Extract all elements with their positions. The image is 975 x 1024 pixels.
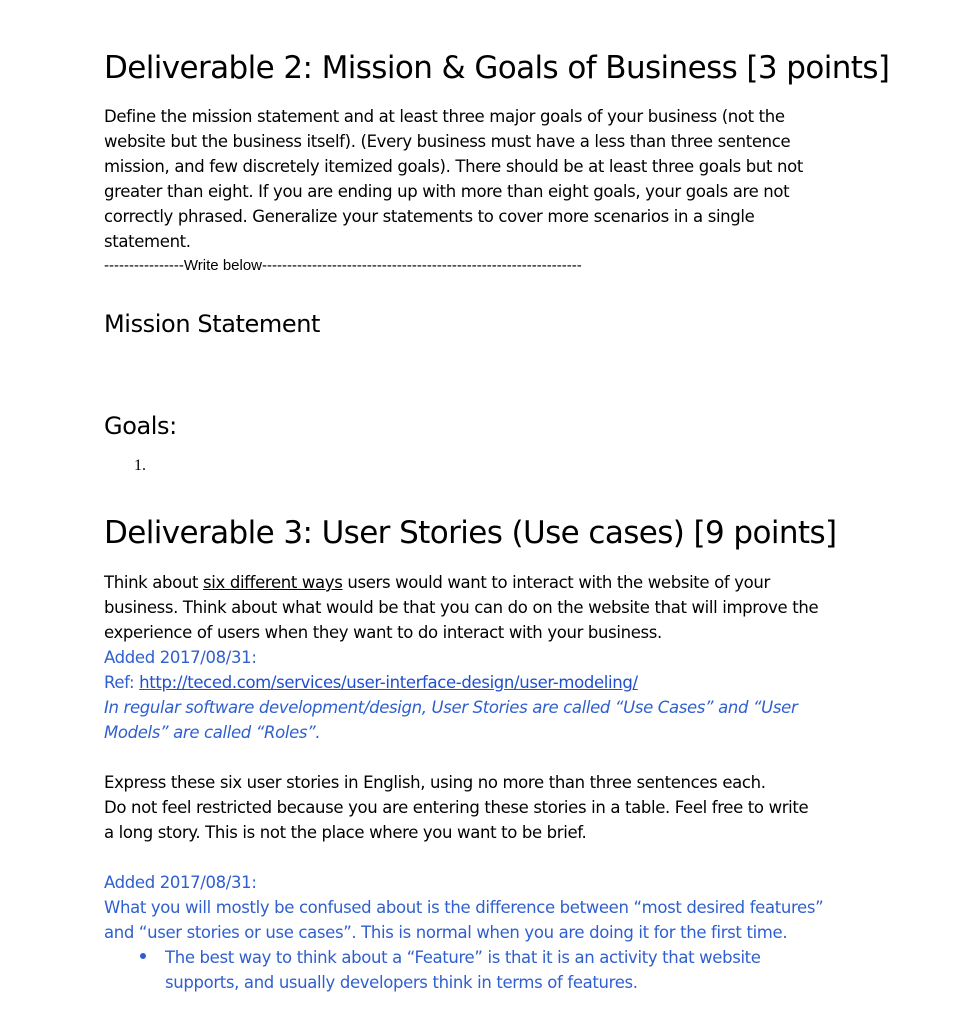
express-line: Do not feel restricted because you are entering these stories in a table. Feel free to write — [104, 798, 809, 817]
express-line: a long story. This is not the place where you want to be brief. — [104, 823, 587, 842]
intro-text: Think about — [104, 573, 204, 592]
intro-line: mission, and few discretely itemized goals). There should be at least three goals but not — [104, 157, 803, 176]
note-italic-line: In regular software development/design, User Stories are called “Use Cases” and “User — [104, 698, 798, 717]
note-italic-line: Models” are called “Roles”. — [104, 723, 321, 742]
intro-line — [104, 570, 894, 595]
ref-label: Ref: — [104, 673, 140, 692]
express-instructions — [104, 770, 894, 845]
bullet-line: supports, and usually developers think in terms of features. — [165, 973, 638, 992]
express-line: Express these six user stories in English, using no more than three sentences each. — [104, 773, 766, 792]
intro-text: users would want to interact with the website of your — [342, 573, 770, 592]
intro-line: experience of users when they want to do interact with your business. — [104, 623, 662, 642]
goals-heading: Goals: — [104, 412, 177, 440]
deliverable-2-title: Deliverable 2: Mission & Goals of Business [3 points] — [104, 50, 890, 86]
intro-line: business. Think about what would be that you can do on the website that will improve the — [104, 598, 819, 617]
reference-link[interactable]: http://teced.com/services/user-interface-design/user-modeling/ — [139, 673, 638, 692]
features-note — [104, 870, 894, 945]
deliverable-2-intro — [104, 104, 894, 254]
intro-line: website but the business itself). (Every business must have a less than three sentence — [104, 132, 791, 151]
added-date-note: Added 2017/08/31: — [104, 873, 257, 892]
write-below-separator: ----------------Write below---------------------------------------------------------------- — [104, 257, 582, 274]
intro-line: Define the mission statement and at least three major goals of your business (not the — [104, 107, 785, 126]
deliverable-3-title: Deliverable 3: User Stories (Use cases) [9 points] — [104, 515, 837, 551]
added-date-note: Added 2017/08/31: — [104, 648, 257, 667]
bullet-dot-icon — [140, 953, 146, 959]
feature-bullet-item — [165, 945, 895, 995]
six-different-ways-emphasis: six different ways — [203, 573, 343, 592]
intro-line: greater than eight. If you are ending up with more than eight goals, your goals are not — [104, 182, 790, 201]
deliverable-3-intro — [104, 570, 894, 745]
goals-list-number: 1. — [134, 457, 146, 474]
note-line: and “user stories or use cases”. This is normal when you are doing it for the first time. — [104, 923, 788, 942]
note-line: What you will mostly be confused about is the difference between “most desired features” — [104, 898, 824, 917]
intro-line: statement. — [104, 232, 191, 251]
mission-statement-heading: Mission Statement — [104, 310, 321, 338]
bullet-line: The best way to think about a “Feature” is that it is an activity that website — [165, 948, 761, 967]
reference-line — [104, 670, 894, 695]
intro-line: correctly phrased. Generalize your statements to cover more scenarios in a single — [104, 207, 755, 226]
